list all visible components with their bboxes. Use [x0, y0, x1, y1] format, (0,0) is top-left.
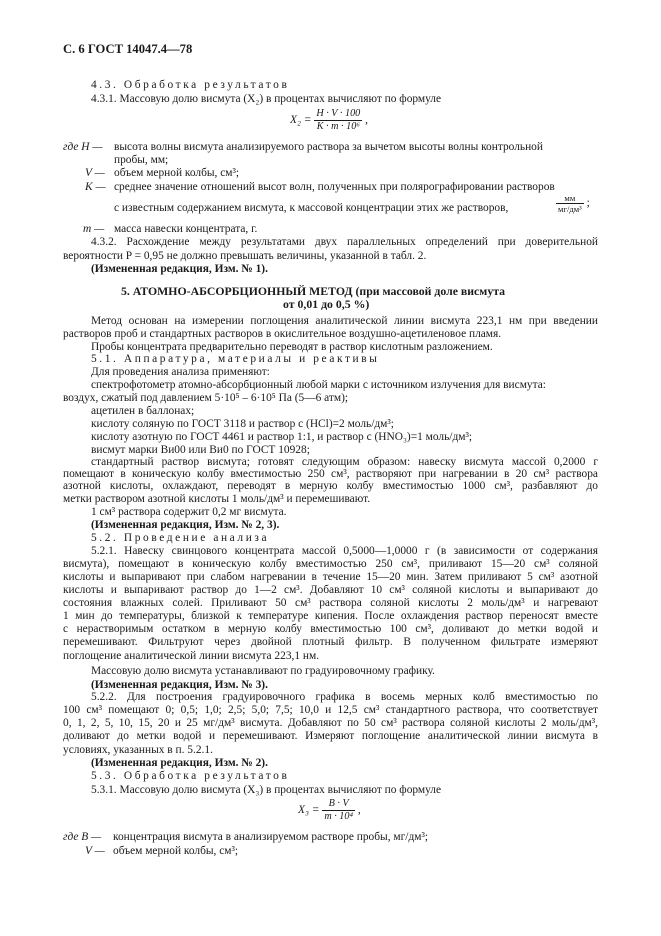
edition-note-2: (Измененная редакция, Изм. № 2). — [91, 757, 268, 769]
s51-line-9: азотной кислоты, охлаждают, переводят в мерную колбу вместимостью 1000 см³, разбавляют до — [63, 480, 598, 492]
s51-line-11: 1 см³ раствора содержит 0,2 мг висмута. — [91, 506, 287, 518]
def-symbol-k: K — — [85, 181, 106, 193]
def-text-v: объем мерной колбы, см³; — [114, 167, 240, 179]
s51-line-10: метки раствором азотной кислоты 1 моль/дм³ и перемешивают. — [63, 493, 371, 505]
def-symbol-m: m — — [83, 223, 105, 235]
s51-line-4: кислоту соляную по ГОСТ 3118 и раствор с (HCl)=2 моль/дм³; — [91, 418, 394, 430]
p432-line-1: 4.3.2. Расхождение между результатами двух параллельных определений при доверительной — [91, 236, 598, 248]
formula-x2-tail: , — [365, 114, 368, 127]
subsection-5-1-title: 5.1. Аппаратура, материалы и реактивы — [91, 353, 380, 365]
method-line-1: Метод основан на измерении поглощения аналитической линии висмута 223,1 нм при введении — [91, 315, 598, 327]
def-symbol-v2: V — — [85, 845, 105, 857]
s51-line-3: ацетилен в баллонах; — [91, 405, 195, 417]
def-text-h: высота волны висмута анализируемого раствора за вычетом высоты волны контрольной — [114, 141, 543, 153]
s51-line-5: кислоту азотную по ГОСТ 4461 и раствор 1:1, и раствор с (HNO₃)=1 моль/дм³; — [91, 431, 473, 443]
unit-fraction-mm-per-mg — [556, 193, 590, 214]
p522-line-4: условиях, указанных в п. 5.2.1. — [63, 744, 213, 756]
def-text-h-cont: пробы, мм; — [114, 154, 169, 166]
formula-x3 — [298, 798, 361, 823]
formula-x2-denominator: K · m · 10⁶ — [316, 121, 360, 132]
p522-line-3: доливают до метки водой и перемешивают. Измеряют поглощение аналитической линии висмута в — [63, 730, 598, 742]
formula-x3-lhs: X₃ = — [298, 804, 320, 817]
formula-x2-numerator: H · V · 100 — [316, 108, 361, 119]
subsection-5-2-title: 5.2. Проведение анализа — [91, 532, 270, 544]
s51-line-7: стандартный раствор висмута; готовят следующим образом: навеску висмута массой 0,2000 г — [91, 456, 598, 468]
formula-x3-fraction — [322, 798, 355, 823]
section-5-heading-line-2: от 0,01 до 0,5 %) — [283, 297, 370, 311]
def-symbol-b: где B — — [63, 831, 102, 843]
def-text-m: масса навески концентрата, г. — [114, 223, 258, 235]
s51-line-1: спектрофотометр атомно-абсорбционный любой марки с источником излучения для висмута: — [91, 379, 546, 391]
p522-line-2: 0, 1, 2, 5, 10, 15, 20 и 25 мг/дм³ висмута. Добавляют по 50 см³ раствора соляной кислоты 2 моль/дм³, — [63, 717, 598, 729]
paragraph-5-3-1: 5.3.1. Массовую долю висмута (X₃) в процентах вычисляют по формуле — [91, 784, 442, 796]
def-text-k: среднее значение отношений высот волн, полученных при полярографировании растворов — [114, 181, 555, 193]
s51-line-6: висмут марки Ви00 или Ви0 по ГОСТ 10928; — [91, 444, 310, 456]
p521-line-1: висмута), помещают в коническую колбу вместимостью 250 см³, приливают 15—20 см³ соляной — [63, 558, 598, 570]
method-line-2: растворов проб и стандартных растворов в окислительное воздушно-ацетиленовое пламя. — [63, 328, 502, 340]
def-symbol-v: V — — [85, 167, 105, 179]
p521-line-2: кислоты и выпаривают при слабом нагревании в течение 15—20 мин. Затем приливают 5 см³ азотной — [63, 571, 598, 583]
s51-line-0: Для проведения анализа применяют: — [91, 366, 270, 378]
unit-fraction — [556, 193, 584, 214]
p522-line-1: 100 см³ помещают 0; 0,5; 1,0; 2,5; 5,0; 7,5; 10,0 и 12,5 см³ стандартного раствора, что соответствует — [63, 704, 598, 716]
p521-line-0: 5.2.1. Навеску свинцового концентрата массой 0,5000—1,0000 г (в зависимости от содержания — [91, 545, 598, 557]
subsection-5-3-title: 5.3. Обработка результатов — [91, 770, 290, 782]
edition-note-1: (Измененная редакция, Изм. № 1). — [91, 263, 268, 275]
p432-line-2: вероятности P = 0,95 не должно превышать величины, указанной в табл. 2. — [63, 250, 427, 262]
def-text-v2: объем мерной колбы, см³; — [113, 845, 239, 857]
unit-fraction-denominator: мг/дм³ — [558, 204, 582, 214]
p521-line-5: 1 мин до температуры, близкой к температуре кипения. После охлаждения раствор переносят вместе — [63, 610, 598, 622]
unit-fraction-tail: ; — [586, 197, 590, 210]
s51-line-8: помещают в коническую колбу вместимостью 250 см³, растворяют при нагревании в 20 см³ раствора — [63, 468, 598, 480]
p521-line-9: Массовую долю висмута устанавливают по градуировочному графику. — [91, 665, 435, 677]
p522-line-0: 5.2.2. Для построения градуировочного графика в восемь мерных колб вместимостью по — [91, 691, 598, 703]
p521-line-8: поглощение аналитической линии висмута 223,1 нм. — [63, 650, 320, 662]
subsection-4-3-title: 4.3. Обработка результатов — [91, 79, 290, 91]
def-symbol-h: где H — — [63, 141, 103, 153]
s51-line-2: воздух, сжатый под давлением 5·10⁵ – 6·10⁵ Па (5—6 атм); — [63, 392, 349, 404]
p521-line-7: перемешивают. Фильтруют через двойной плотный фильтр. В полученном фильтрате измеряют — [63, 636, 598, 648]
def-text-b: концентрация висмута в анализируемом растворе пробы, мг/дм³; — [113, 831, 429, 843]
paragraph-4-3-1: 4.3.1. Массовую долю висмута (X₂) в процентах вычисляют по формуле — [91, 93, 442, 105]
edition-note-3: (Измененная редакция, Изм. № 3). — [91, 679, 268, 691]
def-text-k-cont: с известным содержанием висмута, к массовой концентрации этих же растворов, — [114, 202, 509, 214]
unit-fraction-numerator: мм — [556, 193, 584, 204]
method-line-3: Пробы концентрата предварительно переводят в раствор кислотным разложением. — [91, 341, 493, 353]
formula-x2 — [290, 108, 368, 133]
formula-x2-fraction — [314, 108, 362, 133]
edition-note-2-3: (Измененная редакция, Изм. № 2, 3). — [91, 519, 280, 531]
section-5-heading-line-1: 5. АТОМНО-АБСОРБЦИОННЫЙ МЕТОД (при массовой доле висмута — [121, 284, 506, 298]
formula-x3-denominator: m · 10⁴ — [324, 811, 354, 822]
formula-x3-tail: , — [357, 804, 361, 817]
formula-x2-lhs: X₂ = — [290, 114, 312, 127]
p521-line-6: с нерастворимым остатком в мерную колбу вместимостью 100 см³, доливают до метки водой и — [63, 623, 598, 635]
p521-line-3: кислоты и выпаривают раствор до 1—2 см³. Добавляют 10 см³ соляной кислоты и выпаривают до — [63, 584, 598, 596]
page-header: С. 6 ГОСТ 14047.4—78 — [63, 42, 193, 56]
p521-line-4: состояния влажных солей. Приливают 50 см³ раствора соляной кислоты 2 моль/дм³ и нагревают — [63, 597, 598, 609]
formula-x3-numerator: B · V — [322, 798, 355, 811]
